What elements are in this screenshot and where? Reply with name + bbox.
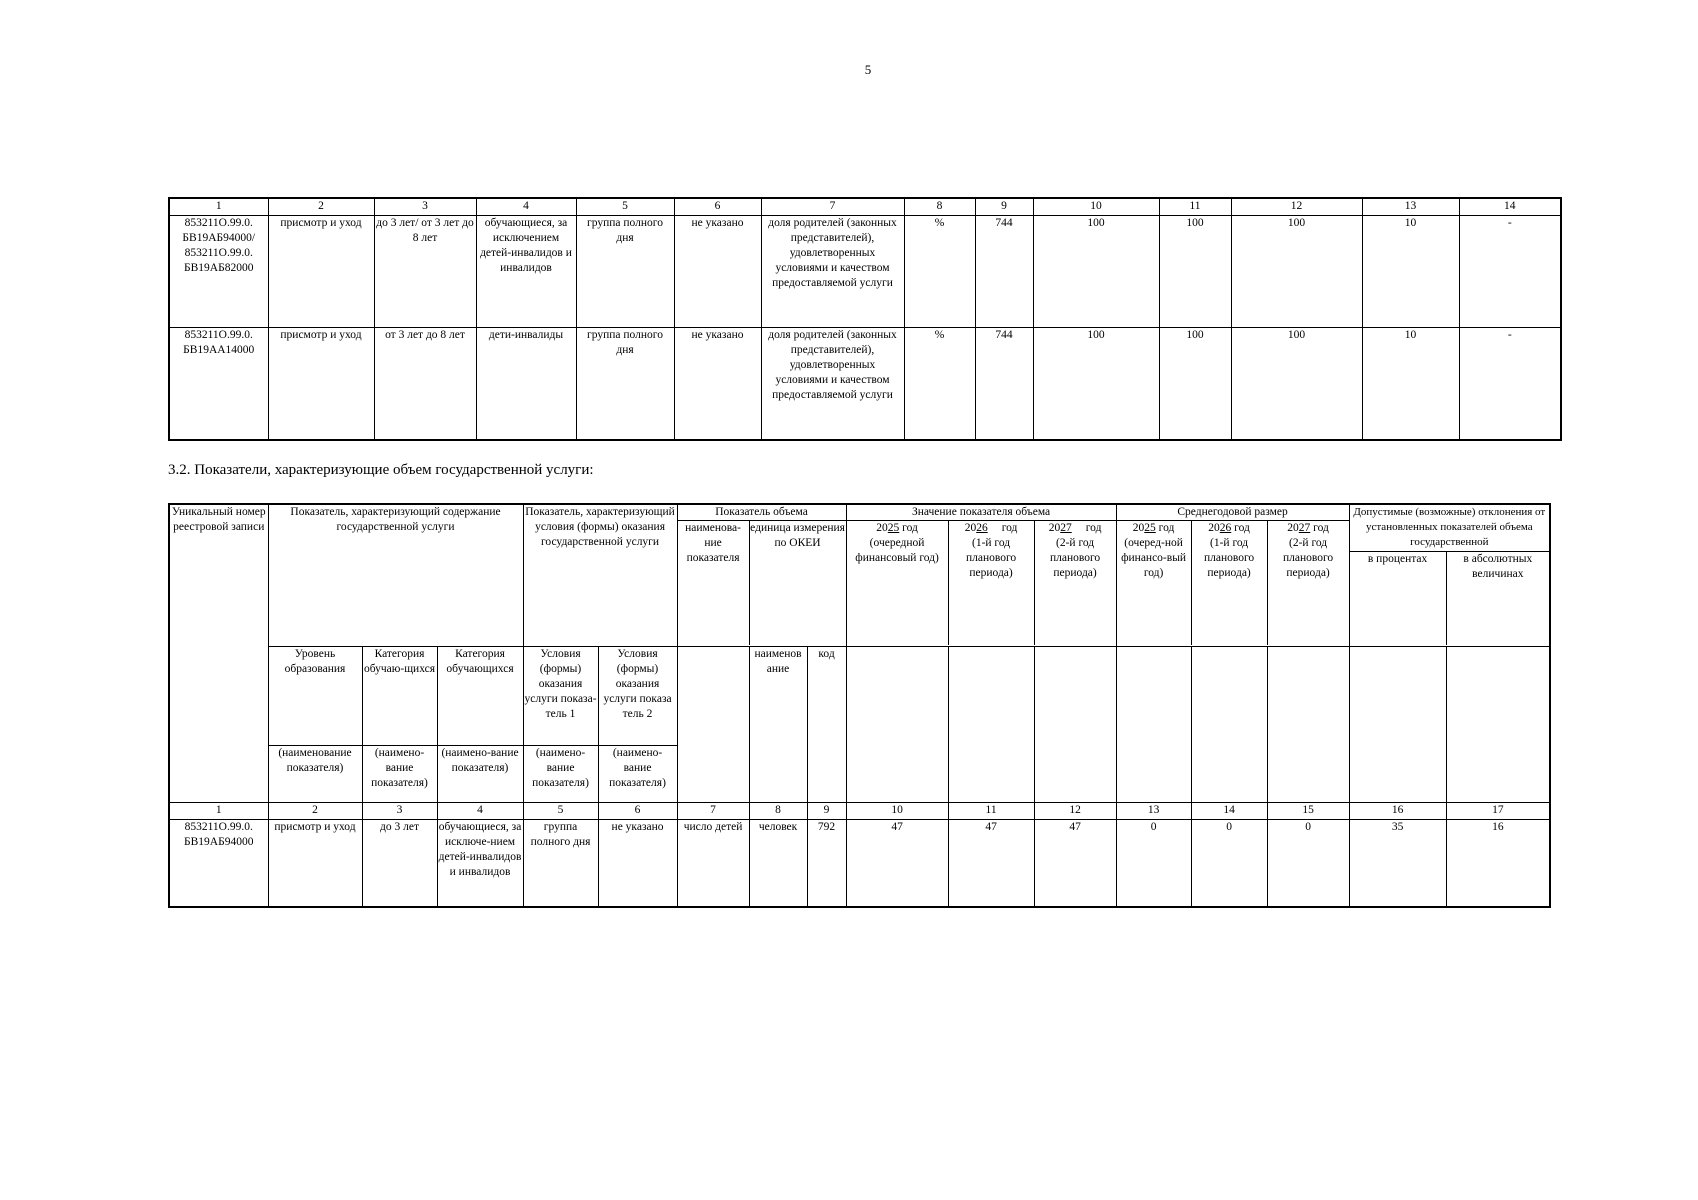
value-2027: 100 bbox=[1231, 328, 1362, 441]
col-number: 4 bbox=[476, 198, 576, 216]
col-number: 1 bbox=[169, 803, 268, 820]
header-allowed-deviation bbox=[1349, 504, 1550, 647]
col-number: 10 bbox=[1033, 198, 1159, 216]
volume-indicator-name: число детей bbox=[677, 820, 749, 908]
table-row bbox=[169, 328, 1561, 441]
header-av-2025: 2025 год (очеред-ной финансо-вый год) bbox=[1117, 521, 1192, 645]
header-unique-number: Уникальный номер реестровой записи bbox=[169, 504, 268, 803]
deviation-absolute: - bbox=[1459, 216, 1561, 328]
service-conditions-2: не указано bbox=[674, 328, 761, 441]
okei-code: 792 bbox=[807, 820, 846, 908]
deviation-absolute: - bbox=[1459, 328, 1561, 441]
unit-name: человек bbox=[749, 820, 807, 908]
col-number: 13 bbox=[1362, 198, 1459, 216]
header-content-indicator: Показатель, характеризующий содержание государственной услуги bbox=[268, 504, 523, 647]
deviation-percent: 10 bbox=[1362, 328, 1459, 441]
col-number: 17 bbox=[1446, 803, 1550, 820]
column-number-row bbox=[169, 198, 1561, 216]
col-number: 4 bbox=[437, 803, 523, 820]
age-group: до 3 лет/ от 3 лет до 8 лет bbox=[374, 216, 476, 328]
service-conditions-2: не указано bbox=[674, 216, 761, 328]
col-number: 15 bbox=[1267, 803, 1349, 820]
volume-2027: 47 bbox=[1034, 820, 1116, 908]
col-number: 3 bbox=[362, 803, 437, 820]
table-row bbox=[169, 820, 1550, 908]
age-group: от 3 лет до 8 лет bbox=[374, 328, 476, 441]
header-name-indicator: (наимено-вание показателя) bbox=[598, 746, 677, 803]
registry-code: 853211О.99.0. БВ19АБ94000 bbox=[169, 820, 268, 908]
header-av-2027: 2027 год (2-й год планового периода) bbox=[1282, 522, 1334, 579]
header-category-1: Категория обучаю-щихся bbox=[362, 647, 437, 746]
volume-indicators-table bbox=[168, 503, 1551, 908]
service-conditions: группа полного дня bbox=[576, 328, 674, 441]
header-conditions-indicator: Показатель, характеризующий условия (формы) оказания государственной услуги bbox=[523, 504, 677, 647]
header-unit-name: наименов ание bbox=[749, 647, 807, 803]
header-in-absolute: в абсолютных величинах bbox=[1463, 553, 1533, 580]
col-number: 13 bbox=[1116, 803, 1191, 820]
header-name-indicator: (наимено-вание показателя) bbox=[437, 746, 523, 803]
col-number: 9 bbox=[975, 198, 1033, 216]
header-vv-2027: 2027 год (2-й год планового периода) bbox=[1048, 522, 1102, 579]
col-number: 11 bbox=[948, 803, 1034, 820]
col-number: 12 bbox=[1034, 803, 1116, 820]
value-2025: 100 bbox=[1033, 328, 1159, 441]
col-number: 8 bbox=[749, 803, 807, 820]
avg-2025: 0 bbox=[1116, 820, 1191, 908]
col-number: 2 bbox=[268, 803, 362, 820]
value-2026: 100 bbox=[1159, 328, 1231, 441]
header-vv-2026: 2026 год (1-й год планового периода) bbox=[949, 521, 1035, 645]
content-indicator: присмотр и уход bbox=[268, 328, 374, 441]
page-number: 5 bbox=[864, 62, 872, 77]
col-number: 7 bbox=[761, 198, 904, 216]
header-av-2026-cont bbox=[1191, 647, 1267, 803]
avg-2027: 0 bbox=[1267, 820, 1349, 908]
student-category: дети-инвалиды bbox=[476, 328, 576, 441]
col-number: 7 bbox=[677, 803, 749, 820]
col-number: 10 bbox=[846, 803, 948, 820]
deviation-percent: 10 bbox=[1362, 216, 1459, 328]
okei-code: 744 bbox=[975, 328, 1033, 441]
content-indicator: присмотр и уход bbox=[268, 820, 362, 908]
col-number: 6 bbox=[674, 198, 761, 216]
col-number: 12 bbox=[1231, 198, 1362, 216]
header-vv-2025-cont bbox=[846, 647, 948, 803]
column-number-row bbox=[169, 803, 1550, 820]
unit: % bbox=[904, 216, 975, 328]
header-indicator-name: наименова-ние показателя bbox=[678, 521, 750, 645]
service-conditions: группа полного дня bbox=[576, 216, 674, 328]
header-in-absolute-cont bbox=[1446, 647, 1550, 803]
header-row bbox=[169, 504, 1550, 647]
quality-indicator-name: доля родителей (законных представителей), удовлетворенных условиями и качеством предоставляемой услуги bbox=[761, 216, 904, 328]
col-number: 14 bbox=[1191, 803, 1267, 820]
deviation-percent: 35 bbox=[1349, 820, 1446, 908]
col-number: 2 bbox=[268, 198, 374, 216]
header-av-2027-cont bbox=[1267, 647, 1349, 803]
header-unit-okei: единица измерения по ОКЕИ bbox=[750, 522, 845, 549]
header-volume-value bbox=[846, 504, 1116, 647]
header-condition-2: Условия (формы) оказания услуги показа тель 2 bbox=[598, 647, 677, 746]
col-number: 11 bbox=[1159, 198, 1231, 216]
header-vv-2027-cont bbox=[1034, 647, 1116, 803]
header-name-indicator: (наимено-вание показателя) bbox=[362, 746, 437, 803]
header-unit-code: код bbox=[807, 647, 846, 803]
student-category: обучающиеся, за исключе-нием детей-инвалидов и инвалидов bbox=[437, 820, 523, 908]
header-name-indicator: (наименование показателя) bbox=[268, 746, 362, 803]
registry-code: 853211О.99.0. БВ19АБ94000/ 853211О.99.0. БВ19АБ82000 bbox=[169, 216, 268, 328]
service-conditions: группа полного дня bbox=[523, 820, 598, 908]
col-number: 8 bbox=[904, 198, 975, 216]
header-level-education: Уровень образования bbox=[268, 647, 362, 746]
table-row bbox=[169, 216, 1561, 328]
header-in-percent-cont bbox=[1349, 647, 1446, 803]
volume-value-title: Значение показателя объема bbox=[847, 505, 1116, 521]
col-number: 3 bbox=[374, 198, 476, 216]
okei-code: 744 bbox=[975, 216, 1033, 328]
registry-code: 853211О.99.0. БВ19АА14000 bbox=[169, 328, 268, 441]
volume-2025: 47 bbox=[846, 820, 948, 908]
content-indicator: присмотр и уход bbox=[268, 216, 374, 328]
col-number: 5 bbox=[576, 198, 674, 216]
col-number: 1 bbox=[169, 198, 268, 216]
quality-indicators-table bbox=[168, 197, 1562, 441]
value-2026: 100 bbox=[1159, 216, 1231, 328]
col-number: 5 bbox=[523, 803, 598, 820]
col-number: 9 bbox=[807, 803, 846, 820]
col-number: 6 bbox=[598, 803, 677, 820]
unit: % bbox=[904, 328, 975, 441]
header-in-percent: в процентах bbox=[1350, 552, 1447, 645]
section-title: 3.2. Показатели, характеризующие объем государственной услуги: bbox=[168, 462, 594, 478]
header-av-2025-cont bbox=[1116, 647, 1191, 803]
volume-2026: 47 bbox=[948, 820, 1034, 908]
header-category-2: Категория обучающихся bbox=[437, 647, 523, 746]
header-name-indicator: (наимено-вание показателя) bbox=[523, 746, 598, 803]
col-number: 16 bbox=[1349, 803, 1446, 820]
header-indicator-name-cont bbox=[677, 647, 749, 803]
header-vv-2025: 2025 год (очередной финансовый год) bbox=[847, 521, 949, 645]
service-conditions-2: не указано bbox=[598, 820, 677, 908]
value-2025: 100 bbox=[1033, 216, 1159, 328]
avg-2026: 0 bbox=[1191, 820, 1267, 908]
value-2027: 100 bbox=[1231, 216, 1362, 328]
avg-annual-title: Среднегодовой размер bbox=[1117, 505, 1349, 521]
header-avg-annual bbox=[1116, 504, 1349, 647]
header-av-2026: 2026 год (1-й год планового периода) bbox=[1192, 521, 1268, 645]
deviation-absolute: 16 bbox=[1446, 820, 1550, 908]
allowed-deviation-title: Допустимые (возможные) отклонения от установленных показателей объема государственной bbox=[1350, 505, 1550, 552]
header-vv-2026-cont bbox=[948, 647, 1034, 803]
quality-indicator-name: доля родителей (законных представителей), удовлетворенных условиями и качеством предоставляемой услуги bbox=[761, 328, 904, 441]
col-number: 14 bbox=[1459, 198, 1561, 216]
age-group: до 3 лет bbox=[362, 820, 437, 908]
student-category: обучающиеся, за исключением детей-инвалидов и инвалидов bbox=[476, 216, 576, 328]
header-condition-1: Условия (формы) оказания услуги показа-тель 1 bbox=[523, 647, 598, 746]
volume-indicator-title: Показатель объема bbox=[678, 505, 846, 521]
header-volume-indicator bbox=[677, 504, 846, 647]
header-row bbox=[169, 647, 1550, 746]
